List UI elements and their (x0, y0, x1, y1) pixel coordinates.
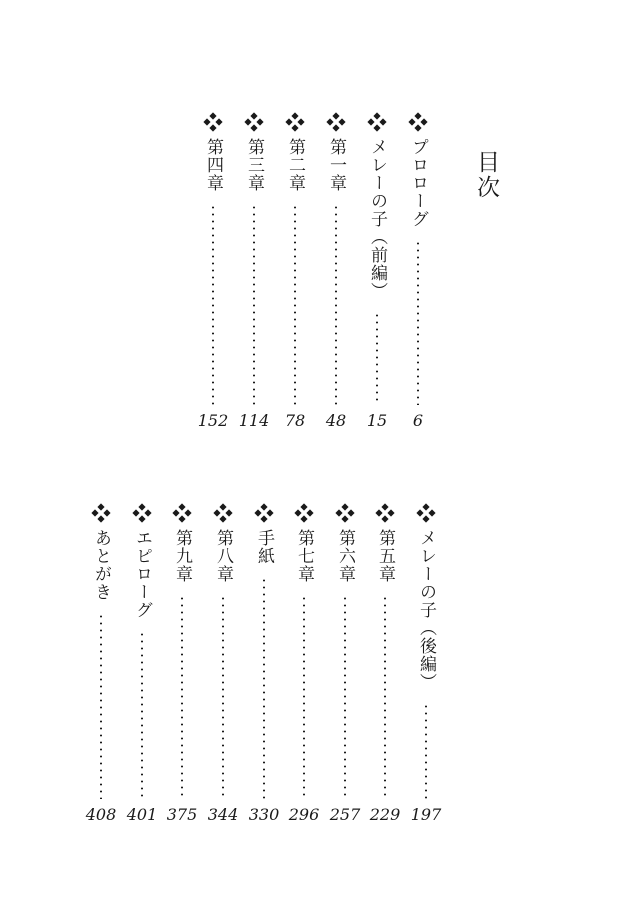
toc-entry[interactable] (239, 112, 269, 437)
toc-entry-title: 第八章 (213, 529, 233, 583)
four-diamond-ornament-icon (203, 112, 223, 132)
toc-entry-title: 第六章 (335, 529, 355, 583)
dotted-leader (222, 595, 224, 799)
four-diamond-ornament-icon (326, 112, 346, 132)
dotted-leader (384, 595, 386, 799)
toc-entry[interactable] (321, 112, 351, 437)
toc-entry-page-number: 15 (366, 411, 388, 430)
toc-entry-title: 第三章 (244, 138, 264, 192)
toc-entry-page-number: 6 (412, 411, 424, 430)
dotted-leader (294, 204, 296, 405)
toc-entry-title: メレーの子（後編） (416, 529, 436, 691)
toc-entry-title: 第二章 (285, 138, 305, 192)
toc-entry[interactable] (370, 503, 400, 831)
dotted-leader (263, 577, 265, 799)
toc-entry-page-number: 375 (166, 805, 198, 824)
dotted-leader (181, 595, 183, 799)
toc-entry[interactable] (86, 503, 116, 831)
toc-entry[interactable] (403, 112, 433, 437)
toc-entry[interactable] (167, 503, 197, 831)
four-diamond-ornament-icon (408, 112, 428, 132)
toc-entry-title: 第一章 (326, 138, 346, 192)
dotted-leader (376, 312, 378, 405)
dotted-leader (417, 240, 419, 405)
toc-entry-page-number: 344 (207, 805, 239, 824)
four-diamond-ornament-icon (132, 503, 152, 523)
toc-entry-page-number: 296 (288, 805, 320, 824)
four-diamond-ornament-icon (335, 503, 355, 523)
toc-entry-page-number: 401 (126, 805, 158, 824)
toc-entry[interactable] (127, 503, 157, 831)
dotted-leader (141, 631, 143, 799)
toc-entry-title: 第四章 (203, 138, 223, 192)
toc-title: 目次 (473, 150, 499, 200)
four-diamond-ornament-icon (244, 112, 264, 132)
toc-entry[interactable] (249, 503, 279, 831)
toc-entry[interactable] (198, 112, 228, 437)
dotted-leader (425, 703, 427, 799)
dotted-leader (335, 204, 337, 405)
toc-entry-title: プロローグ (408, 138, 428, 228)
dotted-leader (100, 613, 102, 799)
toc-entry-title: 第七章 (294, 529, 314, 583)
four-diamond-ornament-icon (416, 503, 436, 523)
toc-entry-page-number: 229 (369, 805, 401, 824)
four-diamond-ornament-icon (91, 503, 111, 523)
toc-entry[interactable] (280, 112, 310, 437)
toc-entry-page-number: 152 (197, 411, 229, 430)
dotted-leader (212, 204, 214, 405)
toc-entry-title: 第九章 (172, 529, 192, 583)
dotted-leader (344, 595, 346, 799)
dotted-leader (303, 595, 305, 799)
toc-entry[interactable] (330, 503, 360, 831)
toc-entry-page-number: 48 (325, 411, 347, 430)
toc-entry-page-number: 408 (85, 805, 117, 824)
toc-entry[interactable] (362, 112, 392, 437)
toc-entry-title: 第五章 (375, 529, 395, 583)
four-diamond-ornament-icon (172, 503, 192, 523)
toc-entry-title: エピローグ (132, 529, 152, 619)
toc-entry-title: あとがき (91, 529, 111, 601)
toc-entry[interactable] (208, 503, 238, 831)
toc-entry-page-number: 78 (284, 411, 306, 430)
toc-entry-title: 手紙 (254, 529, 274, 565)
toc-entry-page-number: 197 (410, 805, 442, 824)
toc-entry[interactable] (289, 503, 319, 831)
toc-entry-page-number: 257 (329, 805, 361, 824)
toc-entry-title: メレーの子（前編） (367, 138, 387, 300)
toc-entry-page-number: 330 (248, 805, 280, 824)
four-diamond-ornament-icon (375, 503, 395, 523)
four-diamond-ornament-icon (294, 503, 314, 523)
four-diamond-ornament-icon (285, 112, 305, 132)
toc-entry-page-number: 114 (238, 411, 270, 430)
four-diamond-ornament-icon (254, 503, 274, 523)
toc-entry[interactable] (411, 503, 441, 831)
dotted-leader (253, 204, 255, 405)
four-diamond-ornament-icon (367, 112, 387, 132)
four-diamond-ornament-icon (213, 503, 233, 523)
